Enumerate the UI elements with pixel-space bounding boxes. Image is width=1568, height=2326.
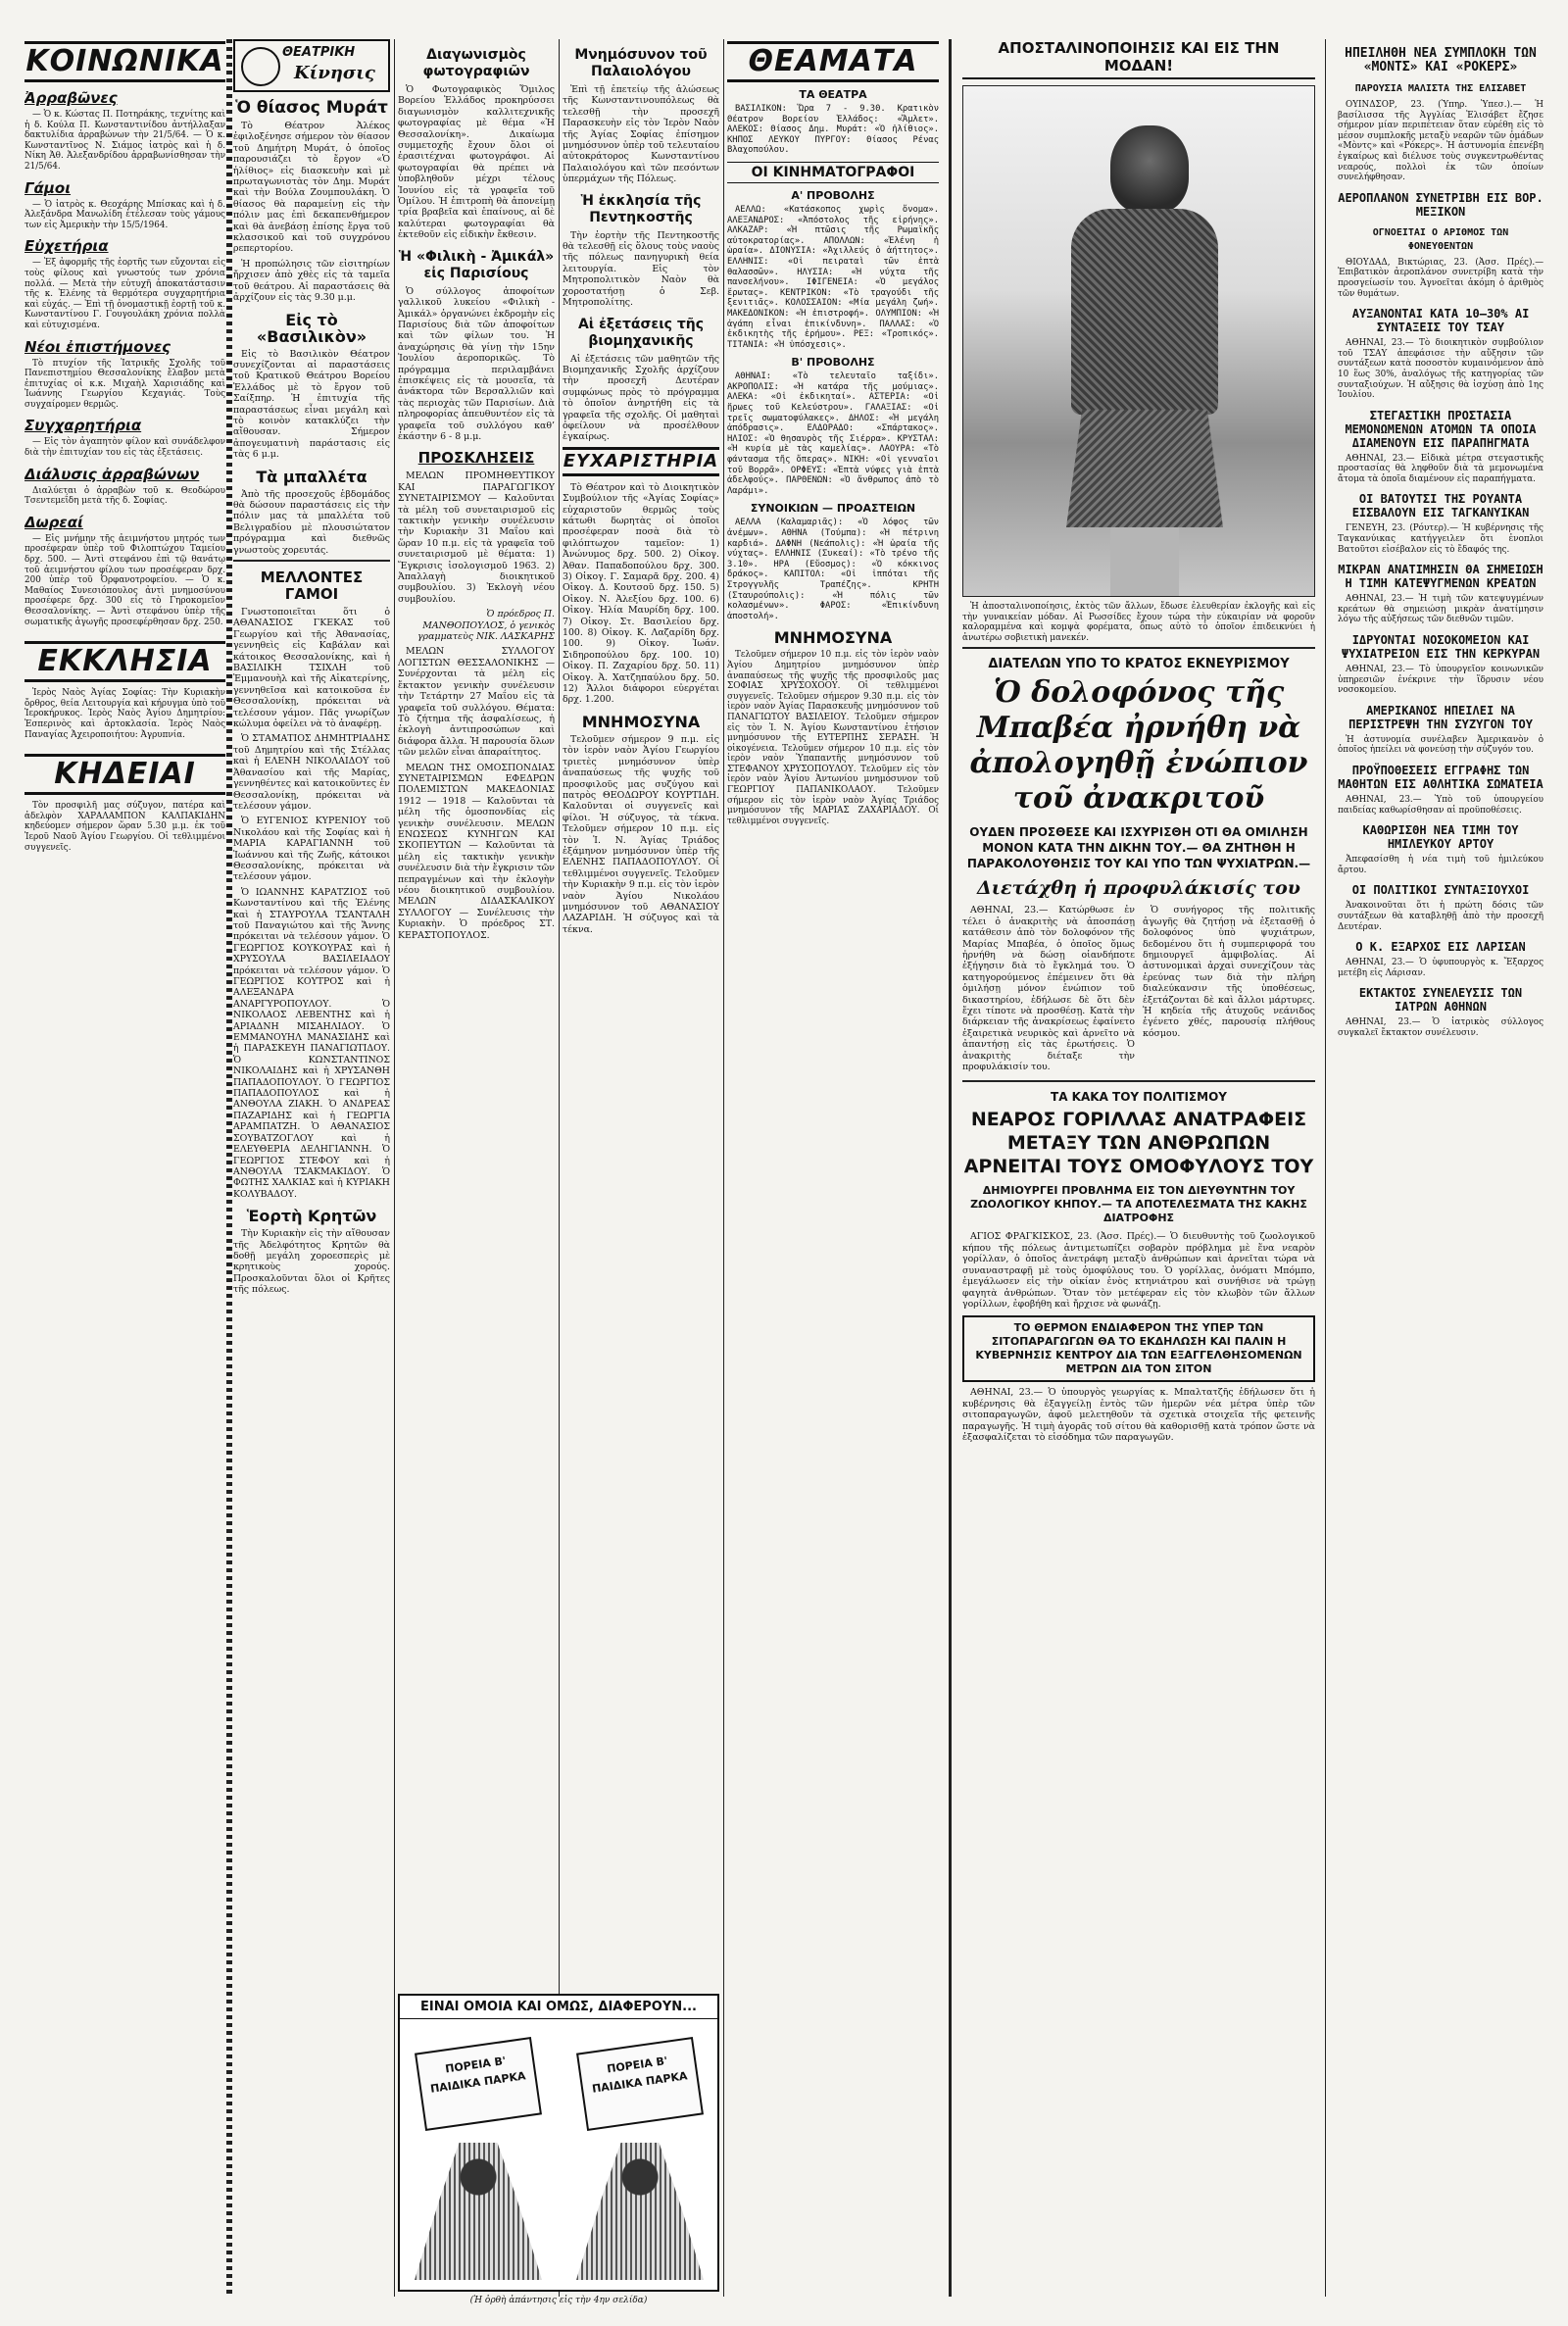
theatre-logo-top: ΘΕΑΤΡΙΚΗ — [282, 45, 356, 60]
section-banner-church: ΕΚΚΛΗΣΙΑ — [24, 641, 225, 682]
text-wheat: ΑΘΗΝΑΙ, 23.— Ὁ ὑπουργὸς γεωργίας κ. Μπαλτατζῆς ἐδήλωσεν ὅτι ἡ κυβέρνησις θὰ ἐξαγγείλῃ ἐντὸς τῶν ἡμερῶν νέα μέτρα ὑπὲρ τῶν σιτοπαραγωγῶν, ἀφοῦ μελετηθοῦν τὰ σχετικὰ στοιχεῖα τῆς φετεινῆς παραγωγῆς. Ἡ τιμὴ ἀγορᾶς τοῦ σίτου θὰ καθορισθῇ κατὰ τρόπον ὥστε νὰ ἐξασφαλίζεται τὸ εἰσόδημα τῶν παραγωγῶν. — [962, 1387, 1315, 1443]
subhead-plane-crash: ΟΓΝΟΕΙΤΑΙ Ο ΑΡΙΘΜΟΣ ΤΩΝ ΦΟΝΕΥΘΕΝΤΩΝ — [1372, 226, 1509, 252]
headline-housing: ΣΤΕΓΑΣΤΙΚΗ ΠΡΟΣΤΑΣΙΑ ΜΕΜΟΝΩΜΕΝΩΝ ΑΤΟΜΩΝ ΤΑ ΟΠΟΙΑ ΔΙΑΜΕΝΟΥΝ ΕΙΣ ΠΑΡΑΠΗΓΜΑΤΑ — [1345, 408, 1537, 450]
text-hospital: ΑΘΗΝΑΙ, 23.— Τὸ ὑπουργεῖον κοινωνικῶν ὑπηρεσιῶν ἐνέκρινε τὴν ἵδρυσιν νέου νοσοκομείου. — [1338, 665, 1544, 696]
deck-gorilla: ΔΗΜΙΟΥΡΓΕΙ ΠΡΟΒΛΗΜΑ ΕΙΣ ΤΟΝ ΔΙΕΥΘΥΝΤΗΝ ΤΟΥ ΖΩΟΛΟΓΙΚΟΥ ΚΗΠΟΥ.— ΤΑ ΑΠΟΤΕΛΕΣΜΑΤΑ ΤΗΣ ΚΑΚΗΣ ΔΙΑΤΡΟΦΗΣ — [970, 1184, 1307, 1225]
text-pensioners: Ἀνακοινοῦται ὅτι ἡ πρώτη δόσις τῶν συντάξεων θὰ καταβληθῇ ἀπὸ τὴν προσεχῆ Δευτέραν. — [1338, 901, 1544, 932]
headline-photo-contest: Διαγωνισμὸς φωτογραφιῶν — [422, 47, 530, 79]
photo-caption: Ἡ ἀποσταλινοποίησις, ἐκτὸς τῶν ἄλλων, ἔδωσε ἐλευθερίαν ἐκλογῆς καὶ εἰς τὴν γυναικείαν μόδαν. Αἱ Ρωσσίδες ἔχουν τώρα τὴν εὐκαιρίαν νὰ φοροῦν καλοραμμένα καὶ κομψὰ φορέματα, ὅπως αὐτὸ τὸ ὁποῖον ἐπιδεικνύει ἡ ἀνωτέρω σοβιετικὴ μανεκέν. — [962, 602, 1315, 643]
text-photo-contest: Ὁ Φωτογραφικὸς Ὅμιλος Βορείου Ἑλλάδος προκηρύσσει διαγωνισμὸν καλλιτεχνικῆς φωτογραφίας μὲ θέμα «Ἡ Θεσσαλονίκη». Δικαίωμα συμμετοχῆς ἔχουν ὅλοι οἱ ἐρασιτέχναι φωτογράφοι. Αἱ φωτογραφίαι θὰ πρέπει νὰ ὑποβληθοῦν μέχρι τέλους Ἰουνίου εἰς τὰ γραφεῖα τοῦ Ὁμίλου. Ἡ ἐπιτροπὴ θὰ ἀπονείμῃ τρία βραβεῖα καὶ ἐπαίνους, αἱ δὲ καλύτεραι φωτογραφίαι θὰ ἐκτεθοῦν εἰς εἰδικὴν ἔκθεσιν. — [398, 84, 555, 241]
headline-students: ΠΡΟΫΠΟΘΕΣΕΙΣ ΕΓΓΡΑΦΗΣ ΤΩΝ ΜΑΘΗΤΩΝ ΕΙΣ ΑΘΛΗΤΙΚΑ ΣΩΜΑΤΕΙΑ — [1338, 764, 1544, 791]
headline-upcoming-weddings: ΜΕΛΛΟΝΤΕΣ ΓΑΜΟΙ — [260, 569, 364, 603]
headline-doctors: ΕΚΤΑΚΤΟΣ ΣΥΝΕΛΕΥΣΙΣ ΤΩΝ ΙΑΤΡΩΝ ΑΘΗΝΩΝ — [1358, 986, 1523, 1015]
section-banner-society: ΚΟΙΝΩΝΙΚΑ — [24, 41, 225, 82]
column-briefs — [1338, 39, 1544, 2297]
section-broken-engagements: Διάλυσις ἀρραβώνων — [24, 465, 200, 483]
cartoon-title: ΕΙΝΑΙ ΟΜΟΙΑ ΚΑΙ ΟΜΩΣ, ΔΙΑΦΕΡΟΥΝ... — [400, 1996, 717, 2019]
subhead-second-run: Β' ΠΡΟΒΟΛΗΣ — [791, 356, 875, 370]
text-meat-prices: ΑΘΗΝΑΙ, 23.— Ἡ τιμὴ τῶν κατεψυγμένων κρεάτων θὰ σημειώσῃ μικρὰν ἀνατίμησιν λόγω τῆς αὐξήσεως τῶν διεθνῶν τιμῶν. — [1338, 594, 1544, 625]
headline-gorilla: ΝΕΑΡΟΣ ΓΟΡΙΛΛΑΣ ΑΝΑΤΡΑΦΕΙΣ ΜΕΤΑΞΥ ΤΩΝ ΑΝΘΡΩΠΩΝ ΑΡΝΕΙΤΑΙ ΤΟΥΣ ΟΜΟΦΥΛΟΥΣ ΤΟΥ — [963, 1109, 1314, 1178]
text-first-run: ΑΕΛΛΩ: «Κατάσκοπος χωρὶς ὄνομα». ΑΛΕΞΑΝΔΡΟΣ: «Ἀπόστολος τῆς εἰρήνης». ΑΛΚΑΖΑΡ: «Ἡ πτῶσις τῆς Ρωμαϊκῆς αὐτοκρατορίας». ΑΠΟΛΛΩΝ: «Ἑλένη ἡ ὡραία». ΔΙΟΝΥΣΙΑ: «Ἀχιλλεύς ὁ ἀήττητος». ΕΛΛΗΝΙΣ: «Οἱ πειραταὶ τῶν ἑπτὰ θαλασσῶν». ΗΛΥΣΙΑ: «Ἡ νύχτα τῆς πανσελήνου». ΙΦΙΓΕΝΕΙΑ: «Ὁ μεγάλος ἔρωτας». ΚΕΝΤΡΙΚΟΝ: «Τὸ τραγούδι τῆς ξενιτιᾶς». ΚΟΛΟΣΣΑΙΟΝ: «Μία μεγάλη ζωή». ΜΑΚΕΔΟΝΙΚΟΝ: «Ἡ ἐπιστροφή». ΟΛΥΜΠΙΟΝ: «Ἡ ἀγάπη εἶναι ἐπικίνδυνη». ΠΑΛΛΑΣ: «Ὁ ἐκδικητὴς τῆς ἐρήμου». ΡΕΞ: «Τροπικός». ΤΙΤΑΝΙΑ: «Ἡ ὑπόσχεσις». — [727, 204, 939, 350]
text-congratulations: — Εἰς τὸν ἀγαπητὸν φίλον καὶ συνάδελφον διὰ τὴν ἐπιτυχίαν του εἰς τὰς ἐξετάσεις. — [24, 437, 225, 459]
headline-pentecost: Ἡ ἐκκλησία τῆς Πεντηκοστῆς — [580, 192, 702, 225]
text-filiki-amical: Ὁ σύλλογος ἀποφοίτων γαλλικοῦ λυκείου «Φιλικὴ - Ἀμικάλ» ὀργανώνει ἐκδρομὴν εἰς Παρισίους διὰ τῶν ἀποφοίτων καὶ τῶν φίλων του. Ἡ ἀναχώρησις θὰ γίνῃ τὴν 15ην Ἰουλίου ἀεροπορικῶς. Τὸ πρόγραμμα περιλαμβάνει ἐπισκέψεις εἰς τὰ μουσεῖα, τὰ ἀνάκτορα τῶν Βερσαλλιῶν καὶ τὰς περιοχὰς τῶν Παρισίων. Διὰ πληροφορίας ἀπευθυντέον εἰς τὰ γραφεῖα τοῦ συλλόγου καθ’ ἑκάστην 6 - 8 μ.μ. — [398, 285, 555, 442]
text-engagements: — Ὁ κ. Κώστας Π. Ποτηράκης, τεχνίτης καὶ ἡ δ. Κούλα Π. Κωνσταντινίδου ἀντήλλαξαν δακτυλίδια ἀρραβώνων τὴν 21/5/64. — Ὁ κ. Κωνσταντῖνος Ν. Σιάμος ἰατρὸς καὶ ἡ δ. Νίκη Ἀθ. Ἀλεξανδρίδου ἀρραβωνίσθησαν τὴν 21/5/64. — [24, 110, 225, 172]
cartoon-frame — [398, 1994, 719, 2292]
headline-plane-crash: ΑΕΡΟΠΛΑΝΟΝ ΣΥΝΕΤΡΙΒΗ ΕΙΣ ΒΟΡ. ΜΕΞΙΚΟΝ — [1338, 190, 1544, 219]
text-palaiologos: Ἐπὶ τῇ ἐπετείῳ τῆς ἁλώσεως τῆς Κωνσταντινουπόλεως θὰ τελεσθῇ τὴν προσεχῆ Παρασκευὴν εἰς τὸν Ἱερὸν Ναὸν τῆς Ἁγίας Σοφίας ἐπίσημον μνημόσυνον ὑπὲρ τοῦ τελευταίου αὐτοκράτορος Κωνσταντίνου Παλαιολόγου καὶ τῶν πεσόντων ὑπερμάχων τῆς Πόλεως. — [563, 84, 719, 185]
subhead-first-run: Α' ΠΡΟΒΟΛΗΣ — [791, 188, 875, 202]
column-main-news — [962, 39, 1315, 2297]
cartoon-figure-right — [576, 2143, 704, 2280]
text-theatres: ΒΑΣΙΛΙΚΟΝ: Ὥρα 7 - 9.30. Κρατικὸν Θέατρον Βορείου Ἑλλάδος: «Ἄμλετ». ΑΛΕΚΟΣ: Θίασος Δημ. Μυράτ: «Ὁ ἡλίθιος». ΚΗΠΟΣ ΛΕΥΚΟΥ ΠΥΡΓΟΥ: Θίασος Ρένας Βλαχοπούλου. — [727, 104, 939, 156]
subhead-theatres: ΤΑ ΘΕΑΤΡΑ — [799, 88, 867, 101]
text-weddings: — Ὁ ἰατρὸς κ. Θεοχάρης Μπίσκας καὶ ἡ δ. Ἀλεξάνδρα Μανωλίδη ἐτέλεσαν τοὺς γάμους των εἰς Ἀμερικὴν τὴν 15/5/1964. — [24, 199, 225, 230]
column-theatre-news — [233, 39, 390, 2297]
column-divider — [949, 39, 952, 2297]
photo-soviet-model — [962, 85, 1315, 597]
deck-murder: ΟΥΔΕΝ ΠΡΟΣΘΕΣΕ ΚΑΙ ΙΣΧΥΡΙΣΘΗ ΟΤΙ ΘΑ ΟΜΙΛΗΣΗ ΜΟΝΟΝ ΚΑΤΑ ΤΗΝ ΔΙΚΗΝ ΤΟΥ.— ΘΑ ΖΗΤΗΘΗ Η ΠΑΡΑΚΟΛΟΥΘΗΣΙΣ ΤΟΥ ΚΑΙ ΥΠΟ ΤΩΝ ΨΥΧΙΑΤΡΩΝ.— — [966, 825, 1311, 871]
cartoon-caption: (Ἡ ὀρθὴ ἀπάντησις εἰς τὴν 4ην σελίδα) — [469, 2296, 648, 2305]
column-society — [24, 39, 225, 2297]
headline-cretan-feast: Ἑορτὴ Κρητῶν — [246, 1207, 377, 1226]
cartoon — [398, 1990, 719, 2305]
column-divider — [723, 39, 724, 2297]
cartoon-sign-left: ΠΟΡΕΙΑ Β' ΠΑΙΔΙΚΑ ΠΑΡΚΑ — [415, 2037, 542, 2131]
section-weddings: Γάμοι — [24, 178, 72, 197]
headline-american: ΑΜΕΡΙΚΑΝΟΣ ΗΠΕΙΛΕΙ ΝΑ ΠΕΡΙΣΤΡΕΨΗ ΤΗΝ ΣΥΖΥΓΟΝ ΤΟΥ — [1348, 703, 1533, 731]
text-invitation-3: ΜΕΛΩΝ ΤΗΣ ΟΜΟΣΠΟΝΔΙΑΣ ΣΥΝΕΤΑΙΡΙΣΜΩΝ ΕΦΕΔΡΩΝ ΠΟΛΕΜΙΣΤΩΝ ΜΑΚΕΔΟΝΙΑΣ 1912 — 1918 — Καλοῦνται τὰ μέλη τῆς ὁμοσπονδίας εἰς γενικὴν συνέλευσιν. ΜΕΛΩΝ ΕΝΩΣΕΩΣ ΚΥΝΗΓΩΝ ΚΑΙ ΣΚΟΠΕΥΤΩΝ — Καλοῦνται τὰ μέλη εἰς τακτικὴν γενικὴν συνέλευσιν διὰ τὴν ἔγκρισιν τῶν πεπραγμένων καὶ τὴν ἐκλογὴν νέου διοικητικοῦ συμβουλίου. ΜΕΛΩΝ ΔΙΔΑΣΚΑΛΙΚΟΥ ΣΥΛΛΟΓΟΥ — Συνέλευσις τὴν Κυριακὴν. Ὁ πρόεδρος ΣΤ. ΚΕΡΑΣΤΟΠΟΥΛΟΣ. — [398, 762, 555, 941]
text-murder-2: Ὁ συνήγορος τῆς πολιτικῆς ἀγωγῆς θὰ ζητήσῃ νὰ ἐξετασθῇ ὁ δολοφόνος ὑπὸ ψυχιάτρων, δεδομένου ὅτι ἡ συμπεριφορά του δημιουργεῖ ἀμφιβολίας. Αἱ ἀστυνομικαὶ ἀρχαὶ συνεχίζουν τὰς ἐρεύνας των διὰ τὴν πλήρη διαλεύκανσιν τῆς ὑποθέσεως, ἐξετάζονται δὲ καὶ ἄλλοι μάρτυρες. Ἡ κηδεία τῆς ἀτυχοῦς νεάνιδος ἐγένετο χθές, παρουσίᾳ πλήθους κόσμου. — [1143, 905, 1315, 1039]
text-wedding-3: Ὁ ΕΥΓΕΝΙΟΣ ΚΥΡΕΝΙΟΥ τοῦ Νικολάου καὶ τῆς Σοφίας καὶ ἡ ΜΑΡΙΑ ΚΑΡΑΓΙΑΝΝΗ τοῦ Ἰωάννου καὶ τῆς Ζωῆς, κάτοικοι Θεσσαλονίκης, πρόκειται νὰ τελέσουν γάμον. — [233, 816, 390, 883]
text-plane-crash: ΘΙΟΥΔΑΔ, Βικτώριας, 23. (Ἀσσ. Πρές).— Ἐπιβατικὸν ἀεροπλάνον συνετρίβη κατὰ τὴν προσγείωσίν του. Ἀγνοεῖται ἀκόμη ὁ ἀριθμὸς τῶν θυμάτων. — [1338, 257, 1544, 299]
text-rwanda: ΓΕΝΕΥΗ, 23. (Ρόυτερ).— Ἡ κυβέρνησις τῆς Ταγκανύικας κατήγγειλεν ὅτι ἐνοπλοι Βατοῦτσι εἰσέβαλον εἰς τὸ ἔδαφός της. — [1338, 523, 1544, 555]
headline-exarchos: Ο Κ. ΕΞΑΡΧΟΣ ΕΙΣ ΛΑΡΙΣΑΝ — [1355, 940, 1526, 955]
headline-pensioners: ΟΙ ΠΟΛΙΤΙΚΟΙ ΣΥΝΤΑΞΙΟΥΧΟΙ — [1351, 883, 1530, 898]
cartoon-figure-left — [415, 2143, 542, 2280]
column-divider — [1325, 39, 1326, 2297]
subhead-suburbs: ΣΥΝΟΙΚΙΩΝ — ΠΡΟΑΣΤΕΙΩΝ — [750, 502, 916, 516]
deck-detention: Διετάχθη ἡ προφυλάκισίς του — [977, 877, 1300, 900]
text-church: Ἱερὸς Ναὸς Ἁγίας Σοφίας: Τὴν Κυριακὴν ὄρθρος, θεία Λειτουργία καὶ κήρυγμα ὑπὸ τοῦ Ἱεροκήρυκος. Ἱερὸς Ναὸς Ἁγίου Δημητρίου: Ἑσπερινὸς καὶ ἀρτοκλασία. Ἱερὸς Ναὸς Παναγίας Ἀχειροποιήτου: Ἀγρυπνία. — [24, 688, 225, 740]
section-banner-spectacles: ΘΕΑΜΑΤΑ — [727, 41, 939, 82]
text-wedding-list: Ὁ ΙΩΑΝΝΗΣ ΚΑΡΑΤΖΙΟΣ τοῦ Κωνσταντίνου καὶ τῆς Ἑλένης καὶ ἡ ΣΤΑΥΡΟΥΛΑ ΤΣΑΝΤΑΛΗ τοῦ Παναγιώτου καὶ τῆς Ἄννης πρόκειται νὰ τελέσουν γάμον. Ὁ ΓΕΩΡΓΙΟΣ ΚΟΥΚΟΥΡΑΣ καὶ ἡ ΧΡΥΣΟΥΛΑ ΒΑΣΙΛΕΙΑΔΟΥ πρόκειται νὰ τελέσουν γάμον. Ὁ ΓΕΩΡΓΙΟΣ ΚΟΥΤΡΟΣ καὶ ἡ ΑΛΕΞΑΝΔΡΑ ΑΝΑΡΓΥΡΟΠΟΥΛΟΥ. Ὁ ΝΙΚΟΛΑΟΣ ΛΕΒΕΝΤΗΣ καὶ ἡ ΑΡΙΑΔΝΗ ΜΙΣΑΗΛΙΔΟΥ. Ὁ ΕΜΜΑΝΟΥΗΛ ΜΑΝΑΣΙΔΗΣ καὶ ἡ ΠΑΡΑΣΚΕΥΗ ΠΑΝΑΓΙΩΤΙΔΟΥ. Ὁ ΚΩΝΣΤΑΝΤΙΝΟΣ ΝΙΚΟΛΑΙΔΗΣ καὶ ἡ ΧΡΥΣΑΝΘΗ ΠΑΠΑΔΟΠΟΥΛΟΥ. Ὁ ΓΕΩΡΓΙΟΣ ΠΑΠΑΔΟΠΟΥΛΟΣ καὶ ἡ ΑΝΘΟΥΛΑ ΖΙΑΚΗ. Ὁ ΑΝΔΡΕΑΣ ΠΑΖΑΡΙΔΗΣ καὶ ἡ ΓΕΩΡΓΙΑ ΑΡΑΜΠΑΤΖΗ. Ὁ ΑΘΑΝΑΣΙΟΣ ΣΟΥΒΑΤΖΟΓΛΟΥ καὶ ἡ ΕΛΕΥΘΕΡΙΑ ΔΕΛΗΓΙΑΝΝΗ. Ὁ ΓΕΩΡΓΙΟΣ ΣΤΕΦΟΥ καὶ ἡ ΑΝΘΟΥΛΑ ΤΣΑΚΜΑΚΙΔΟΥ. Ὁ ΦΩΤΗΣ ΧΑΛΚΙΑΣ καὶ ἡ ΚΥΡΙΑΚΗ ΚΟΛΥΒΑΔΟΥ. — [233, 886, 390, 1200]
text-murder-1: ΑΘΗΝΑΙ, 23.— Κατώρθωσε ἐν τέλει ὁ ἀνακριτὴς νὰ ἀποσπάσῃ κατάθεσιν ἀπὸ τὸν δολοφόνον τῆς Μαρίας Μπαβέα, ὁ ὁποῖος ὅμως ἠρνήθη νὰ δώσῃ οἱανδήποτε ἐξήγησιν διὰ τὸ ἔγκλημά του. Ὁ κατηγορούμενος ἐπέμεινεν ὅτι θὰ ὁμιλήσῃ μόνον ἐνώπιον τοῦ δικαστηρίου, ἐδήλωσε δὲ ὅτι δὲν ἔχει τίποτε νὰ προσθέσῃ. Κατὰ τὴν διάρκειαν τῆς ἀνακρίσεως ἐφαίνετο ἐξαιρετικὰ νευρικὸς καὶ ἀρνεῖτο νὰ ἀπαντήσῃ εἰς τὰς ἐρωτήσεις. Ὁ ἀνακριτὴς διέταξε τὴν προφυλάκισίν του. — [962, 905, 1135, 1073]
text-exams: Αἱ ἐξετάσεις τῶν μαθητῶν τῆς Βιομηχανικῆς Σχολῆς ἀρχίζουν τὴν προσεχῆ Δευτέραν συμφώνως πρὸς τὸ πρόγραμμα τὸ ὁποῖον ἀνηρτήθη εἰς τὰ γραφεῖα τῆς σχολῆς. Οἱ μαθηταὶ ὀφείλουν νὰ προσέλθουν ἐγκαίρως. — [563, 353, 719, 443]
text-wishes: — Ἐξ ἀφορμῆς τῆς ἑορτῆς των εὔχονται εἰς τοὺς φίλους καὶ γνωστούς των χρόνια πολλά. — Μετὰ τὴν εὐτυχῆ ἀποκατάστασιν τῆς κ. Ἑλένης τὰ θερμότερα συγχαρητήρια καὶ εὐχάς. — Ἐπὶ τῇ ὀνομαστικῇ ἑορτῇ τοῦ κ. Κωνσταντίνου Γ. Γουγουλάκη χρόνια πολλὰ καὶ εὐτυχισμένα. — [24, 258, 225, 330]
headline-pensions: ΑΥΞΑΝΟΝΤΑΙ ΚΑΤΑ 10—30% ΑΙ ΣΥΝΤΑΞΕΙΣ ΤΟΥ ΤΣΑΥ — [1351, 307, 1530, 335]
headline-rwanda: ΟΙ ΒΑΤΟΥΤΣΙ ΤΗΣ ΡΟΥΑΝΤΑ ΕΙΣΒΑΛΟΥΝ ΕΙΣ ΤΑΓΚΑΝΥΙΚΑΝ — [1351, 492, 1530, 520]
column-announcements — [398, 39, 555, 2297]
column-divider — [394, 39, 395, 2297]
text-pensions: ΑΘΗΝΑΙ, 23.— Τὸ διοικητικὸν συμβούλιον τοῦ ΤΣΑΥ ἀπεφάσισε τὴν αὔξησιν τῶν συντάξεων κατὰ ποσοστὸν κυμαινόμενον ἀπὸ 10 ἕως 30%, ἀναλόγως τῆς κατηγορίας τῶν συνταξιούχων. Ἡ αὔξησις θὰ ἰσχύσῃ ἀπὸ 1ης Ἰουλίου. — [1338, 338, 1544, 401]
text-housing: ΑΘΗΝΑΙ, 23.— Εἰδικὰ μέτρα στεγαστικῆς προστασίας θὰ ληφθοῦν διὰ τὰ μεμονωμένα ἄτομα τὰ ὁποῖα διαμένουν εἰς παραπήγματα. — [1338, 453, 1544, 484]
column-events — [563, 39, 719, 2297]
headline-exams: Αἱ ἐξετάσεις τῆς βιομηχανικῆς — [577, 316, 705, 349]
headline-bread-price: ΚΑΘΩΡΙΣΘΗ ΝΕΑ ΤΙΜΗ ΤΟΥ ΗΜΙΛΕΥΚΟΥ ΑΡΤΟΥ — [1362, 823, 1519, 852]
headline-meat-prices: ΜΙΚΡΑΝ ΑΝΑΤΙΜΗΣΙΝ ΘΑ ΣΗΜΕΙΩΣΗ Η ΤΙΜΗ ΚΑΤΕΨΥΓΜΕΝΩΝ ΚΡΕΑΤΩΝ — [1338, 563, 1544, 591]
headline-hospital: ΙΔΡΥΟΝΤΑΙ ΝΟΣΟΚΟΜΕΙΟΝ ΚΑΙ ΨΥΧΙΑΤΡΕΙΟΝ ΕΙΣ ΤΗΝ ΚΕΡΚΥΡΑΝ — [1341, 633, 1541, 662]
text-pentecost: Τὴν ἑορτὴν τῆς Πεντηκοστῆς θὰ τελεσθῇ εἰς ὅλους τοὺς ναοὺς τῆς πόλεως πανηγυρικὴ θεία λειτουργία. Εἰς τὸν Μητροπολιτικὸν Ναὸν θὰ χοροστατήσῃ ὁ Σεβ. Μητροπολίτης. — [563, 229, 719, 309]
kicker-murder: ΔΙΑΤΕΛΩΝ ΥΠΟ ΤΟ ΚΡΑΤΟΣ ΕΚΝΕΥΡΙΣΜΟΥ — [988, 657, 1290, 672]
column-divider — [559, 39, 560, 2297]
theatre-logo-bottom: Κίνησις — [294, 63, 375, 83]
text-murat-2: Ἡ προπώλησις τῶν εἰσιτηρίων ἤρχισεν ἀπὸ χθὲς εἰς τὰ ταμεῖα τοῦ θεάτρου. Αἱ παραστάσεις θὰ ἀρχίζουν εἰς τὰς 9.30 μ.μ. — [233, 258, 390, 304]
section-wishes: Εὐχετήρια — [24, 237, 109, 256]
text-donations: — Εἰς μνήμην τῆς ἀειμνήστου μητρός των προσέφεραν ὑπὲρ τοῦ Φιλοπτώχου Ταμείου δρχ. 500. — Ἀντὶ στεφάνου ἐπὶ τῷ θανάτῳ τοῦ ἀειμνήστου φίλου των προσέφεραν δρχ. 200 ὑπὲρ τοῦ Ὀρφανοτροφείου. — Ὁ κ. Μαθαίος Συνεσιόπουλος ἀντὶ μνημοσύνου προσέφερε δρχ. 300 εἰς τὸ Γηροκομεῖον Θεσσαλονίκης. — Ἀντὶ στεφάνου ὑπὲρ τῆς σωματικῆς ἀγωγῆς προσεφέρθησαν δρχ. 250. — [24, 533, 225, 627]
text-cretan-feast: Τὴν Κυριακὴν εἰς τὴν αἴθουσαν τῆς Ἀδελφότητος Κρητῶν θὰ δοθῇ μεγάλη χοροεσπερὶς μὲ κρητικοὺς χορούς. Προσκαλοῦνται ὅλοι οἱ Κρῆτες τῆς πόλεως. — [233, 1228, 390, 1296]
text-students: ΑΘΗΝΑΙ, 23.— Ὑπὸ τοῦ ὑπουργείου παιδείας καθωρίσθησαν αἱ προϋποθέσεις. — [1338, 795, 1544, 816]
section-engagements: Ἀρραβῶνες — [24, 89, 118, 107]
theatre-mask-icon — [241, 47, 280, 86]
section-congratulations: Συγχαρητήρια — [24, 417, 142, 435]
section-banner-funerals: ΚΗΔΕΙΑΙ — [24, 754, 225, 795]
text-mods-rockers: ΟΥΙΝΔΣΟΡ, 23. (Ὑπηρ. Ὑπεσ.).— Ἡ βασίλισσα τῆς Ἀγγλίας Ἐλισάβετ ἔζησε σήμερον μίαν περιπέτειαν ὅταν εὑρέθη εἰς τὸ μέσον συμπλοκῆς μεταξὺ νεαρῶν τῶν ὁμάδων «Μὸντς» καὶ «Ρόκερς». Ἡ ἀστυνομία ἐπενέβη ἐγκαίρως καὶ διέλυσε τοὺς συγκεντρωθέντας νεαρούς, πολλοὶ ἐκ τῶν ὁποίων συνελήφθησαν. — [1338, 100, 1544, 183]
text-ballets: Ἀπὸ τῆς προσεχοῦς ἑβδομάδος θὰ δώσουν παραστάσεις εἰς τὴν πόλιν μας τὰ μπαλλέτα τοῦ Βελιγραδίου μὲ πλουσιώτατον πρόγραμμα καὶ διεθνῶς γνωστοὺς χορευτάς. — [233, 488, 390, 556]
text-wedding-1: Γνωστοποιεῖται ὅτι ὁ ΑΘΑΝΑΣΙΟΣ ΓΚΕΚΑΣ τοῦ Γεωργίου καὶ τῆς Ἀθανασίας, γεννηθεὶς εἰς Καβάλαν καὶ κάτοικος Θεσσαλονίκης, καὶ ἡ ΒΑΣΙΛΙΚΗ ΤΣΙΧΛΗ τοῦ Ἐμμανουὴλ καὶ τῆς Αἰκατερίνης, γεννηθεῖσα καὶ κατοικοῦσα ἐν Θεσσαλονίκῃ, πρόκειται νὰ τελέσουν γάμον. Πᾶς γνωρίζων κώλυμα ὀφείλει νὰ τὸ ἀναφέρῃ. — [233, 607, 390, 730]
text-vasilikon: Εἰς τὸ Βασιλικὸν Θέατρον συνεχίζονται αἱ παραστάσεις τοῦ Κρατικοῦ Θεάτρου Βορείου Ἑλλάδος μὲ τὸ ἔργον τοῦ Σαίξπηρ. Ἡ ἐπιτυχία τῆς παραστάσεως εἶναι μεγάλη καὶ τὸ κοινὸν κατακλύζει τὴν αἴθουσαν. Σήμερον ἀπογευματινὴ παράστασις εἰς τὰς 6 μ.μ. — [233, 348, 390, 461]
section-donations: Δωρεαί — [24, 513, 83, 531]
headline-memorials: ΜΝΗΜΟΣΥΝΑ — [581, 712, 701, 731]
text-american: Ἡ ἀστυνομία συνέλαβεν Ἀμερικανὸν ὁ ὁποῖος ἠπείλει νὰ φονεύσῃ τὴν σύζυγόν του. — [1338, 734, 1544, 756]
headline-ballets: Τὰ μπαλλέτα — [256, 467, 368, 486]
headline-invitations: ΠΡΟΣΚΛΗΣΕΙΣ — [417, 449, 535, 468]
subhead-cinemas: ΟΙ ΚΙΝΗΜΑΤΟΓΡΑΦΟΙ — [727, 162, 939, 183]
cartoon-sign-right: ΠΟΡΕΙΑ Β' ΠΑΙΔΙΚΑ ΠΑΡΚΑ — [576, 2037, 704, 2131]
headline-memorials-2: ΜΝΗΜΟΣΥΝΑ — [773, 628, 893, 648]
headline-filiki-amical: Ἡ «Φιλικὴ - Ἀμικάλ» εἰς Παρισίους — [398, 248, 555, 281]
text-invitation-1: ΜΕΛΩΝ ΠΡΟΜΗΘΕΥΤΙΚΟΥ ΚΑΙ ΠΑΡΑΓΩΓΙΚΟΥ ΣΥΝΕΤΑΙΡΙΣΜΟΥ — Καλοῦνται τὰ μέλη τοῦ συνεταιρισμοῦ εἰς τακτικὴν γενικὴν συνέλευσιν τὴν Κυριακὴν 31 Μαΐου καὶ ὥραν 10 π.μ. εἰς τὰ γραφεῖα τοῦ συνεταιρισμοῦ μὲ θέματα: 1) Ἔγκρισις ἰσολογισμοῦ 1963. 2) Ἀπαλλαγὴ διοικητικοῦ συμβουλίου. 3) Ἐκλογὴ νέου συμβουλίου. — [398, 470, 555, 605]
headline-murat: Ὁ θίασος Μυράτ — [235, 98, 388, 118]
text-exarchos: ΑΘΗΝΑΙ, 23.— Ὁ ὑφυπουργὸς κ. Ἔξαρχος μετέβη εἰς Λάρισαν. — [1338, 958, 1544, 978]
text-murat-1: Τὸ Θέατρον Ἀλέκος ἐφιλοξένησε σήμερον τὸν θίασον τοῦ Δημήτρη Μυράτ, ὁ ὁποῖος παρουσιάζει τὸ ἔργον «Ὁ ἡλίθιος» εἰς διασκευὴν καὶ μὲ πρωταγωνιστὰς τὸν Δημ. Μυράτ καὶ τὴν Βούλα Ζουμπουλάκη. Ὁ θίασος θὰ παραμείνῃ εἰς τὴν πόλιν μας ἐπὶ δεκαπενθήμερον καὶ θὰ ἀνεβάσῃ ἐπίσης ἔργα τοῦ κλασσικοῦ καὶ τοῦ συγχρόνου ρεπερτορίου. — [233, 121, 390, 255]
headline-palaiologos: Μνημόσυνον τοῦ Παλαιολόγου — [574, 47, 708, 79]
text-second-run: ΑΘΗΝΑΙ: «Τὸ τελευταῖο ταξίδι». ΑΚΡΟΠΟΛΙΣ: «Ἡ κατάρα τῆς μούμιας». ΑΛΕΚΑ: «Οἱ ἐκδικηταί». ΑΣΤΕΡΙΑ: «Οἱ ἥρωες τοῦ Κελεύστρου». ΓΑΛΑΞΙΑΣ: «Οἱ τρεῖς σωματοφύλακες». ΔΗΛΟΣ: «Ἡ μεγάλη ἀπόδρασις». ΕΛΔΟΡΑΔΟ: «Σπάρτακος». ΗΛΙΟΣ: «Ὁ θησαυρὸς τῆς Σιέρρα». ΚΡΥΣΤΑΛ: «Ἡ κυρία μὲ τὰς καμελίας». ΛΑΟΥΡΑ: «Τὸ φάντασμα τῆς ὄπερας». ΝΙΚΗ: «Οἱ γενναῖοι τοῦ Βορρᾶ». ΟΡΦΕΥΣ: «Ἑπτὰ νύφες γιὰ ἑπτὰ ἀδελφούς». ΠΑΡΘΕΝΩΝ: «Ὁ ἄνθρωπος ἀπὸ τὸ Λαράμι». — [727, 371, 939, 496]
headline-thanks: ΕΥΧΑΡΙΣΤΗΡΙΑ — [563, 447, 719, 476]
box-wheat — [962, 1315, 1315, 1382]
text-doctors: ΑΘΗΝΑΙ, 23.— Ὁ ἰατρικὸς σύλλογος συγκαλεῖ ἔκτακτον συνέλευσιν. — [1338, 1017, 1544, 1038]
headline-vasilikon: Εἰς τὸ «Βασιλικὸν» — [256, 310, 368, 346]
text-memorials-2: Τελοῦμεν σήμερον 10 π.μ. εἰς τὸν ἱερὸν ναὸν Ἁγίου Δημητρίου μνημόσυνον ὑπὲρ ἀναπαύσεως τῆς ψυχῆς τῆς προσφιλοῦς μας ΣΟΦΙΑΣ ΧΡΥΣΟΧΟΟΥ. Οἱ τεθλιμμένοι συγγενεῖς. Τελοῦμεν σήμερον 9.30 π.μ. εἰς τὸν ἱερὸν ναὸν Ἁγίας Παρασκευῆς μνημόσυνον τοῦ ΠΑΝΑΓΙΩΤΟΥ ΒΑΣΙΛΕΙΟΥ. Τελοῦμεν σήμερον εἰς τὸν Ἱ. Ν. Ἁγίου Κωνσταντίνου ἐτήσιον μνημόσυνον τῆς ΕΥΤΕΡΠΗΣ ΣΕΡΑΣΗ. Ἡ οἰκογένεια. Τελοῦμεν σήμερον 10 π.μ. εἰς τὸν ἱερὸν ναὸν Ὑπαπαντῆς μνημόσυνον τοῦ ΣΤΕΦΑΝΟΥ ΧΡΥΣΟΠΟΥΛΟΥ. Τελοῦμεν εἰς τὸν ἱερὸν ναὸν Ἁγίου Ἀντωνίου μνημόσυνον τοῦ ΓΕΩΡΓΙΟΥ ΠΑΠΑΝΙΚΟΛΑΟΥ. Τελοῦμεν σήμερον εἰς τὸν ἱερὸν ναὸν Ἁγίας Τριάδος μνημόσυνον τῆς ΜΑΡΙΑΣ ΖΑΧΑΡΙΑΔΟΥ. Οἱ τεθλιμμένοι συγγενεῖς. — [727, 650, 939, 826]
text-gorilla: ΑΓΙΟΣ ΦΡΑΓΚΙΣΚΟΣ, 23. (Ἀσσ. Πρές).— Ὁ διευθυντὴς τοῦ ζωολογικοῦ κήπου τῆς πόλεως ἀντιμετωπίζει σοβαρὸν πρόβλημα μὲ ἕνα νεαρὸν γορίλλαν, ὁ ὁποῖος ἀνετράφη μεταξὺ ἀνθρώπων καὶ ἀρνεῖται τώρα νὰ συναναστραφῇ μὲ τοὺς ὁμοφύλους του. Ὁ γορίλλας, ὀνόματι Μπόμπο, ἐμεγάλωσεν εἰς τὴν οἰκίαν ἑνὸς κτηνιάτρου καὶ συνήθισε νὰ τρώγῃ φαγητὰ ἀνθρώπων. Ὅταν τὸν μετέφεραν εἰς τὸν κλωβὸν τῶν ἄλλων γορίλλων, ἐφοβήθη καὶ ἤρχισε νὰ φωνάζῃ. — [962, 1231, 1315, 1310]
text-suburbs: ΑΕΛΛΑ (Καλαμαριᾶς): «Ὁ λόφος τῶν ἀνέμων». ΑΘΗΝΑ (Τούμπα): «Ἡ πέτρινη καρδιά». ΔΑΦΝΗ (Νεάπολις): «Ἡ ὡραία τῆς νύχτας». ΕΛΛΗΝΙΣ (Συκεαί): «Τὸ τρένο τῆς 3.10». ΗΡΑ (Εὔοσμος): «Ὁ κόκκινος δράκος». ΚΑΠΙΤΟΛ: «Οἱ ἱππόται τῆς Στρογγυλῆς Τραπέζης». ΚΡΗΤΗ (Σταυρούπολις): «Ἡ πόλις τῶν κολασμένων». ΦΑΡΟΣ: «Ἐπικίνδυνη ἀποστολή». — [727, 518, 939, 621]
headline-wheat: ΤΟ ΘΕΡΜΟΝ ΕΝΔΙΑΦΕΡΟΝ ΤΗΣ ΥΠΕΡ ΤΩΝ ΣΙΤΟΠΑΡΑΓΩΓΩΝ ΘΑ ΤΟ ΕΚΔΗΛΩΣΗ ΚΑΙ ΠΑΛΙΝ Η ΚΥΒΕΡΝΗΣΙΣ ΚΕΝΤΡΟΥ ΔΙΑ ΤΩΝ ΕΞΑΓΓΕΛΘΗΣΟΜΕΝΩΝ ΜΕΤΡΩΝ ΔΙΑ ΤΟΝ ΣΙΤΟΝ — [975, 1321, 1302, 1376]
headline-fashion: ΑΠΟΣΤΑΛΙΝΟΠΟΙΗΣΙΣ ΚΑΙ ΕΙΣ ΤΗΝ ΜΟΔΑΝ! — [962, 39, 1315, 79]
theatre-logo — [233, 39, 390, 92]
text-invitation-2: ΜΕΛΩΝ ΣΥΛΛΟΓΟΥ ΛΟΓΙΣΤΩΝ ΘΕΣΣΑΛΟΝΙΚΗΣ — Συνέρχονται τὰ μέλη εἰς ἔκτακτον γενικὴν συνέλευσιν τὴν Τετάρτην 27 Μαΐου εἰς τὰ γραφεῖα τοῦ συλλόγου. Θέματα: Τὸ ζήτημα τῆς ἀσφαλίσεως, ἡ ἐκλογὴ ἀντιπροσώπων καὶ διάφορα ἄλλα. Ἡ παρουσία ὅλων τῶν μελῶν εἶναι ἀπαραίτητος. — [398, 646, 555, 759]
text-invitation-sign: Ὁ πρόεδρος Π. ΜΑΝΘΟΠΟΥΛΟΣ, ὁ γενικὸς γραμματεὺς ΝΙΚ. ΛΑΣΚΑΡΗΣ — [416, 609, 555, 643]
column-spectacles — [727, 39, 939, 2297]
text-memorials: Τελοῦμεν σήμερον 9 π.μ. εἰς τὸν ἱερὸν ναὸν Ἁγίου Γεωργίου τριετὲς μνημόσυνον ὑπὲρ ἀναπαύσεως τῆς ψυχῆς τοῦ προσφιλοῦς μας συζύγου καὶ πατρὸς ΘΕΟΔΩΡΟΥ ΚΟΥΡΤΙΔΗ. Καλοῦνται οἱ συγγενεῖς καὶ φίλοι. Ἡ σύζυγος, τὰ τέκνα. Τελοῦμεν σήμερον 10 π.μ. εἰς τὸν Ἱ. Ν. Ἁγίας Τριάδος ἑξάμηνον μνημόσυνον ὑπὲρ τῆς ΕΛΕΝΗΣ ΠΑΠΑΔΟΠΟΥΛΟΥ. Οἱ τεθλιμμένοι συγγενεῖς. Τελοῦμεν τὴν Κυριακὴν 9 π.μ. εἰς τὸν ἱερὸν ναὸν Ἁγίου Νικολάου μνημόσυνον τοῦ ΑΘΑΝΑΣΙΟΥ ΛΑΖΑΡΙΔΗ. Ἡ σύζυγος καὶ τὰ τέκνα. — [563, 733, 719, 935]
subhead-mods-rockers: ΠΑΡΟΥΣΙΑ ΜΑΛΙΣΤΑ ΤΗΣ ΕΛΙΣΑΒΕΤ — [1354, 83, 1527, 94]
text-wedding-2: Ὁ ΣΤΑΜΑΤΙΟΣ ΔΗΜΗΤΡΙΑΔΗΣ τοῦ Δημητρίου καὶ τῆς Στέλλας καὶ ἡ ΕΛΕΝΗ ΝΙΚΟΛΑΙΔΟΥ τοῦ Ἀθανασίου καὶ τῆς Μαρίας, γεννηθέντες καὶ κατοικοῦντες ἐν Θεσσαλονίκῃ, πρόκειται νὰ τελέσουν γάμον. — [233, 733, 390, 812]
column-divider — [226, 39, 232, 2297]
text-bread-price: Ἀπεφασίσθη ἡ νέα τιμὴ τοῦ ἡμιλεύκου ἄρτου. — [1338, 855, 1544, 875]
headline-murder: Ὁ δολοφόνος τῆς Μπαβέα ἠρνήθη νὰ ἀπολογηθῇ ἐνώπιον τοῦ ἀνακριτοῦ — [969, 675, 1308, 817]
section-new-graduates: Νέοι ἐπιστήμονες — [24, 337, 172, 356]
text-broken-engagements: Διαλύεται ὁ ἀρραβὼν τοῦ κ. Θεοδώρου Τσεντεμεΐδη μετὰ τῆς δ. Σοφίας. — [24, 485, 225, 507]
text-new-graduates: Τὸ πτυχίον τῆς Ἰατρικῆς Σχολῆς τοῦ Πανεπιστημίου Θεσσαλονίκης ἔλαβον μετὰ ἐπιτυχίας οἱ κ.κ. Μιχαὴλ Χαρισιάδης καὶ Ἰωάννης Γεωργίου Κεχαγιάς. Τοὺς συγχαίρομεν θερμῶς. — [24, 358, 225, 410]
text-thanks: Τὸ Θέατρον καὶ τὸ Διοικητικὸν Συμβούλιον τῆς «Ἀγίας Σοφίας» εὐχαριστοῦν θερμῶς τοὺς κάτωθι δωρητὰς οἱ ὁποῖοι προσέφεραν ποσὰ διὰ τὸ φιλόπτωχον ταμεῖον: 1) Ἀνώνυμος δρχ. 500. 2) Οἰκογ. Ἀθαν. Παπαδοπούλου δρχ. 300. 3) Οἰκογ. Γ. Σαμαρᾶ δρχ. 200. 4) Οἰκογ. Δ. Κουτσοῦ δρχ. 150. 5) Οἰκογ. Ν. Ἀλεξίου δρχ. 100. 6) Οἰκογ. Ἠλία Μαυρίδη δρχ. 100. 7) Οἰκογ. Στ. Βασιλείου δρχ. 100. 8) Οἰκογ. Κ. Λαζαρίδη δρχ. 100. 9) Οἰκογ. Ἰωάν. Σιδηροπούλου δρχ. 100. 10) Οἰκογ. Π. Ζαχαρίου δρχ. 50. 11) Οἰκογ. Ἀ. Χατζηπαύλου δρχ. 50. 12) Ἄλλοι διάφοροι εὐεργέται δρχ. 1.200. — [563, 481, 719, 706]
text-funerals: Τὸν προσφιλῆ μας σύζυγον, πατέρα καὶ ἀδελφὸν ΧΑΡΑΛΑΜΠΟΝ ΚΑΛΠΑΚΙΔΗΝ κηδεύομεν σήμερον ὥραν 5.30 μ.μ. ἐκ τοῦ Ἱεροῦ Ναοῦ Ἁγίου Γεωργίου. Οἱ τεθλιμμένοι συγγενεῖς. — [24, 801, 225, 853]
headline-mods-rockers: ΗΠΕΙΛΗΘΗ ΝΕΑ ΣΥΜΠΛΟΚΗ ΤΩΝ «ΜΟΝΤΣ» ΚΑΙ «ΡΟΚΕΡΣ» — [1345, 46, 1537, 74]
kicker-civilization: ΤΑ ΚΑΚΑ ΤΟΥ ΠΟΛΙΤΙΣΜΟΥ — [1051, 1090, 1227, 1105]
